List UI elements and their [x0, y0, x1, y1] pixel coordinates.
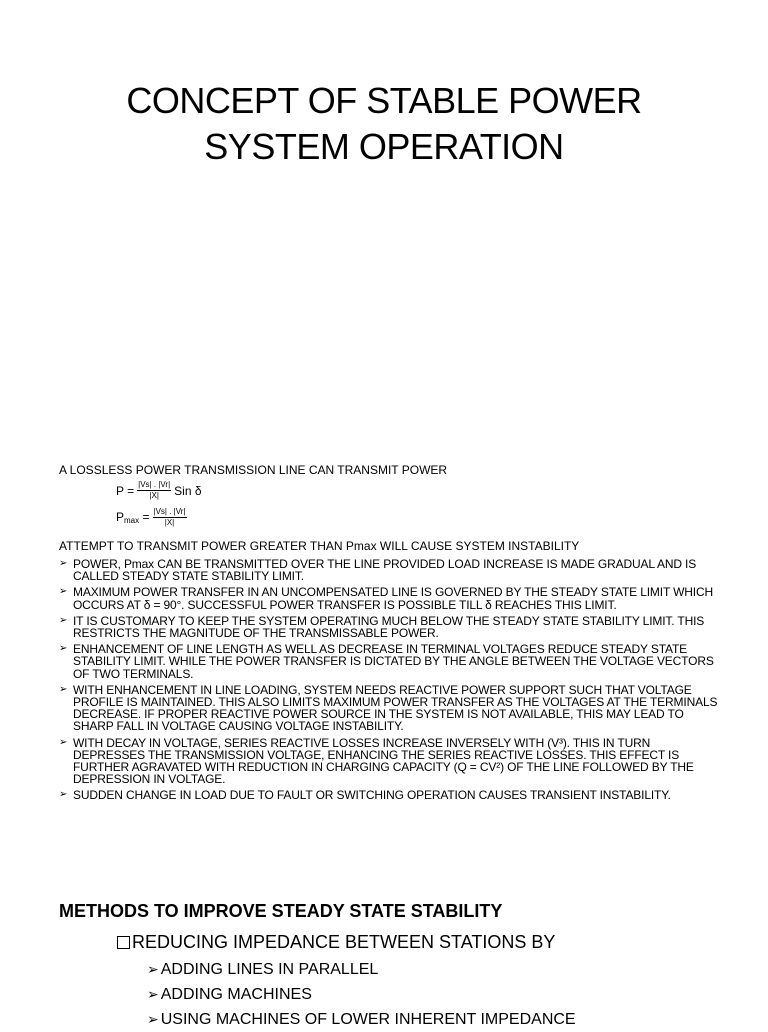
- title-line-2: SYSTEM OPERATION: [204, 126, 564, 167]
- bullet-item: [59, 789, 719, 801]
- bullet-item: [59, 615, 719, 639]
- pmax-formula: [116, 507, 190, 528]
- arrow-bullet-icon: ➢: [59, 683, 68, 695]
- formula-lhs: P =: [116, 483, 135, 498]
- sub-item-text: ADDING MACHINES: [160, 986, 312, 1003]
- pmax-fraction: [153, 507, 187, 528]
- arrow-bullet-icon: ➢: [59, 643, 68, 655]
- arrow-bullet-icon: ➢: [59, 558, 68, 569]
- bullet-item: [59, 737, 719, 786]
- bullet-item: [59, 558, 719, 582]
- pmax-denominator: |X|: [164, 518, 175, 527]
- sub-item-list: [147, 957, 576, 1032]
- sub-item-text: ADDING LINES IN PARALLEL: [160, 961, 379, 978]
- sub-item: [147, 982, 576, 1007]
- arrow-bullet-icon: ➢: [147, 961, 159, 977]
- pmax-numerator: |Vs| . |Vr|: [153, 507, 186, 516]
- bullet-text: WITH ENHANCEMENT IN LINE LOADING, SYSTEM NEEDS REACTIVE POWER SUPPORT SUCH THAT VOLTAGE PROFILE IS MAINTAINED. THIS ALSO LIMITS MAXIMUM POWER TRANSFER AS THE VOLTAGES AT THE TERMINALS DECREASE. IF PROPER REACTIVE POWER SOURCE IN THE SYSTEM IS NOT AVAILABLE, THIS MAY LEAD TO SHARP FALL IN VOLTAGE CAUSING VOLTAGE INSTABILITY.: [73, 682, 718, 734]
- title-line-1: CONCEPT OF STABLE POWER: [126, 80, 642, 121]
- bullet-item: [59, 643, 719, 680]
- sub-item: [147, 1007, 576, 1032]
- checkbox-bullet-icon: [117, 936, 130, 949]
- power-formula: [116, 480, 202, 501]
- arrow-bullet-icon: ➢: [147, 986, 159, 1002]
- bullet-item: [59, 684, 719, 733]
- arrow-bullet-icon: ➢: [59, 789, 68, 801]
- arrow-bullet-icon: ➢: [59, 736, 68, 748]
- sub-heading: [117, 930, 555, 954]
- formula-fraction: [137, 480, 171, 501]
- sub-item: [147, 957, 576, 982]
- methods-heading: METHODS TO IMPROVE STEADY STATE STABILITY: [59, 901, 503, 921]
- formula-rhs: Sin δ: [174, 483, 202, 498]
- bullet-text: SUDDEN CHANGE IN LOAD DUE TO FAULT OR SWITCHING OPERATION CAUSES TRANSIENT INSTABILITY.: [73, 788, 671, 803]
- arrow-bullet-icon: ➢: [59, 586, 68, 598]
- bullet-text: ENHANCEMENT OF LINE LENGTH AS WELL AS DECREASE IN TERMINAL VOLTAGES REDUCE STEADY STATE STABILITY LIMIT. WHILE THE POWER TRANSFER IS DICTATED BY THE ANGLE BETWEEN THE VOLTAGE VECTORS OF TWO TERMINALS.: [73, 642, 714, 681]
- intro-text: A LOSSLESS POWER TRANSMISSION LINE CAN TRANSMIT POWER: [59, 463, 448, 477]
- bullet-text: IT IS CUSTOMARY TO KEEP THE SYSTEM OPERATING MUCH BELOW THE STEADY STATE STABILITY LIMIT. THIS RESTRICTS THE MAGNITUDE OF THE TRANSMISSABLE POWER.: [73, 613, 705, 641]
- sub-item-text: USING MACHINES OF LOWER INHERENT IMPEDANCE: [160, 1011, 576, 1028]
- page-title: [0, 78, 768, 170]
- formula-numerator: |Vs| . |Vr|: [138, 480, 171, 489]
- arrow-bullet-icon: ➢: [59, 614, 68, 626]
- bullet-text: MAXIMUM POWER TRANSFER IN AN UNCOMPENSATED LINE IS GOVERNED BY THE STEADY STATE LIMIT WHICH OCCURS AT δ = 90°. SUCCESSFUL POWER TRANSFER IS POSSIBLE TILL δ REACHES THIS LIMIT.: [73, 585, 713, 612]
- bullet-text: POWER, Pmax CAN BE TRANSMITTED OVER THE LINE PROVIDED LOAD INCREASE IS MADE GRADUAL AND IS CALLED STEADY STATE STABILITY LIMIT.: [73, 557, 697, 584]
- bullet-text: WITH DECAY IN VOLTAGE, SERIES REACTIVE LOSSES INCREASE INVERSELY WITH (V³). THIS IN TURN DEPRESSES THE TRANSMISSION VOLTAGE, ENHANCING THE SERIES REACTIVE LOSSES. THIS EFFECT IS FURTHER AGRAVATED WITH REDUCTION IN CHARGING CAPACITY (Q = CV²) OF THE LINE FOLLOWED BY THE DEPRESSION IN VOLTAGE.: [73, 735, 694, 787]
- arrow-bullet-icon: ➢: [147, 1011, 159, 1027]
- attempt-text: ATTEMPT TO TRANSMIT POWER GREATER THAN Pmax WILL CAUSE SYSTEM INSTABILITY: [59, 539, 580, 553]
- sub-heading-text: REDUCING IMPEDANCE BETWEEN STATIONS BY: [132, 932, 556, 952]
- bullet-list: [59, 558, 719, 806]
- bullet-item: [59, 586, 719, 610]
- formula-denominator: |X|: [149, 491, 159, 500]
- pmax-lhs: $P_{max}$ =: [116, 510, 150, 525]
